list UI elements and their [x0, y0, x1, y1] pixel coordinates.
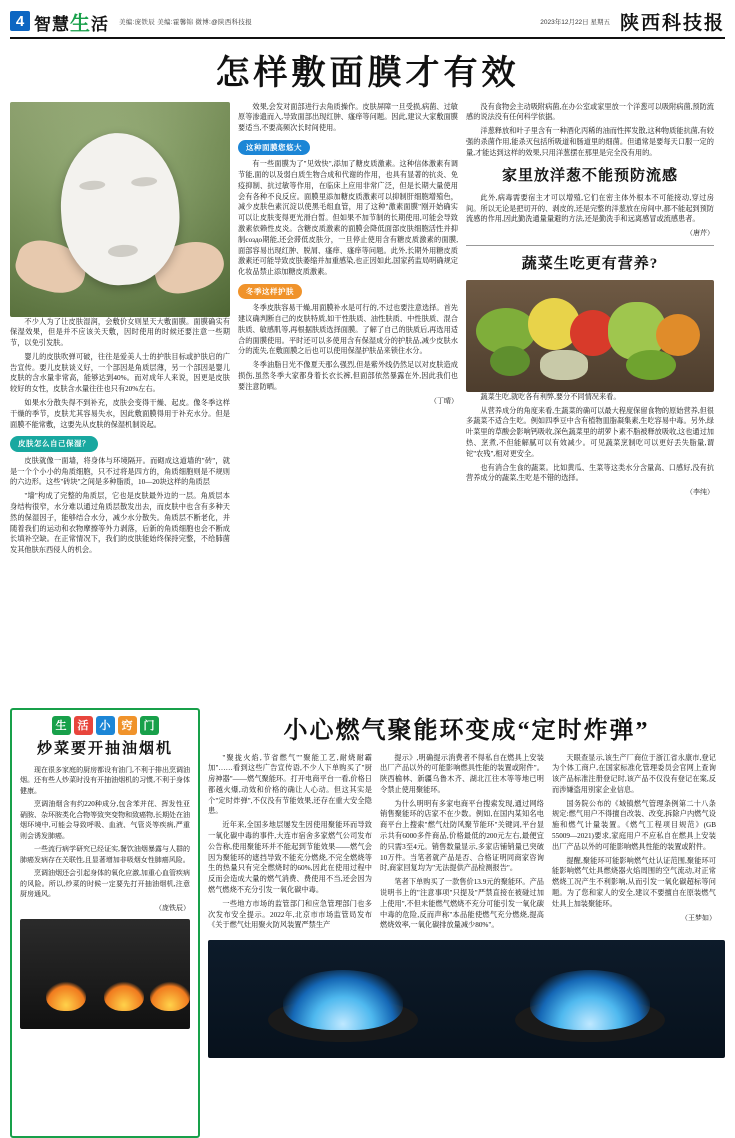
- lead-c1-p2: 婴儿的皮肤吹弹可破，往往是爱美人士的护肤目标或护肤启的广告宣传。要儿皮肤谈义好，一个部因是角质层薄，另一个部因是婴儿皮肤的含水量非常高，能够达到40%。而对成年人来说，因更是皮肤较好的女性，皮肤含水量往往也只有20%左右。: [10, 352, 230, 394]
- tips-p2: 烹调油烟含有约220种成分,包含苯并芘、挥发性亚硝胺、杂环胺类化合物等致突变物和致癌物,长期处在油烟环境中,可能会导致呼吸、血液、气管炎等疾病,严重则会诱发肺癌。: [20, 800, 190, 840]
- lead-c2-subtitle-bar-2: [238, 284, 458, 299]
- gas-c1-p1: "聚拢火焰,节省燃气""聚能工艺,耐烧耐霸加"……看到这些广告宣传语,不少人下单购买了"厨房神器"——燃气聚能环。打开电商平台一看,价格日都越火爆,动效和价格的确让人心动。但这其实是个"定时炸弹",不仅没有节能效果,还存在重大安全隐患。: [208, 753, 372, 816]
- gas-c1-p2: 近年来,全国多地层屡发生因使用聚能环而导致一氧化碳中毒的事件,大连市宿舍多家燃气公司发布公告称,使用聚能环并不能起到节能效果——燃气会因为聚能环的遮挡导致不能充分燃烧,不完全燃烧等生的热量只有完全燃烧时的60%,因此在使用过程中反而会造成大量的燃气消费、费使用不当,还会因为燃气燃烧不充分引发一氧化碳中毒。: [208, 821, 372, 895]
- kitchen-photo: [20, 919, 190, 1029]
- masthead-credits: 美编:庞铁辰 美编:霍馨锦 微博:@陕西科技报: [119, 18, 253, 26]
- section-suffix: 活: [91, 14, 109, 34]
- gas-column-1: [208, 753, 372, 935]
- side-p3: 此外,病毒需要宿主才可以增殖,它们在密主体外根本不可能接动,穿过房间。所以无论是把切开的、剥皮的,还是完整的洋葱放在房间中,都不能起到预防流感的作用,因此勤洗通量量避的方法,还是勤洗手和远离感冒或流感患者。: [466, 193, 714, 224]
- gas-c3-p1: 天眼查显示,该生产厂商位于浙江省永康市,登记为个体工商户,在国家标准化管理委员会官网上查询该产品标准注册登记时,该产品不仅没有登记在案,反而涉嫌盗用别家企业信息。: [552, 753, 716, 794]
- side-sign-2: （李纯）: [686, 488, 714, 497]
- section-big: 生: [70, 12, 91, 35]
- lead-c1-p3: 如果水分散失得不到补充，皮肤会变得干燥、起皮。像冬季这样干燥的季节，皮肤尤其容易失水，因此敷面膜得用于补充水分。但是面膜不能常敷，这要先从皮肤的保湿机制说起。: [10, 399, 230, 429]
- lead-c2-subtitle-1: 这种面膜您悠大: [238, 140, 310, 155]
- tips-p1: 现在很多家庭的厨房都设有油门,不利于排出烹调油烟。还有些人炒菜时没有开抽油烟机的习惯,不利于身体健康。: [20, 765, 190, 795]
- badge-3: 小: [96, 716, 115, 735]
- lead-c1-p4: 皮肤就像一面墙，将身体与环境隔开。而砌成这道墙的"砖"，就是一个个小小的角质细胞，只不过将是四方的，角质细胞则是不规则的六边形。这些"砖块"之间是多种脂质，10—20块这样的角质层: [10, 456, 230, 487]
- tips-sign: （庞铁辰）: [155, 903, 190, 912]
- gas-article-title: 小心燃气聚能环变成“定时炸弹”: [283, 717, 650, 744]
- gas-stove-photo: [208, 940, 725, 1058]
- lead-c1-p1: 不少人为了让皮肤湿润，会敷价女则星天大敷面膜。面膜确实有保湿效果，但是并不应该关天敷，因时使用的时候还要注意一些期节，以免引发肤。: [10, 317, 230, 348]
- gas-article: [208, 708, 725, 1138]
- masthead-date: 2023年12月22日 星期五: [540, 18, 610, 26]
- life-tips-box: [10, 708, 200, 1138]
- badge-5: 门: [140, 716, 159, 735]
- badge-2: 活: [74, 716, 93, 735]
- lead-c2-subtitle-bar-1: [238, 140, 458, 155]
- lead-c1-subtitle: 皮肤怎么自己保湿？: [10, 436, 98, 451]
- badge-1: 生: [52, 716, 71, 735]
- side-p4: 蔬菜生吃,就吃各有利弊,要分不同情况来看。: [480, 392, 621, 401]
- lead-c2-p3: 冬季皮肤容易干燥,用面膜补水是可行的,不过也要注意选择。首先建议确判断自己的皮肤特质,如干性肤质、油性肤质、中性肤质、混合肤质、敏感肌等,再根据肤质选择面膜。了解了自己的肤质后,再选用适合的面膜使用。平时还可以多使用含有保湿成分的护肤品,减少皮肤水分的流失,在敷面膜之后也可以使用保湿护肤品来锁住水分。: [238, 304, 458, 356]
- lead-column-3: [466, 102, 714, 702]
- tips-p3: 一些流行病学研究已经证实,餐饮油烟暴露与人群的肺癌发病存在关联性,且显著增加非吸烟女性肺癌风险。: [20, 845, 190, 864]
- lead-c2-p2: 有一些面膜为了"见效快",添加了糖皮质激素。这种信体激素有调节能,面的以及弱白质生物合成和代谢的作用，也具有显著的抗炎、免疫抑制、抗过敏等作用，在临床上应用非常广泛，但是长期大量使用会有各种不良反应。面膜里添加糖皮质激素可以抑制肝细胞增殖色，减少皮肤色素沉淀以使黑毛组血管，用了这种"激素面膜"刚开始确实可以让皮肤变得更光滑白皙。但如果不加节制的长期使用,可能会导致激素依赖性皮炎。含糖皮质激素的面膜会降低面部皮肤细胞活性并抑制создо期能,还会滞低皮肤分，一旦停止使用含有糖皮质激素的面膜,面部容易出现红肿、脱屑、瘙痒、瘙痒等问题。此外,长期外用糖皮质激素还可能导致皮肤萎缩并加重感染,也正因如此,国家药监局明确规定化妆品禁止添加糖皮质激素。: [238, 160, 458, 277]
- side-p5: 从营养成分的角度来看,生蔬菜的确可以最大程度保留食物的原始营养,但很多蔬菜不适合生吃。例如四季豆中含有植物皿脂凝集素,生吃容易中毒。另外,绿叶菜里的草酸会影响钙吸收,深色蔬菜里的胡萝卜素不脂被释放吸收,这也通过加热、烹煮,不但能解腻可以有效减少。可见蔬菜烹制吃可以更好丢失脂量,谓铊"农残",相对更安全。: [466, 406, 714, 458]
- gas-sign: （王梦如）: [681, 913, 716, 922]
- lead-c2-p4: 冬季油脂日光不像夏天那么强烈,但是紫外线仍然足以对皮肤造成损伤,虽然冬季大家都身着长衣长裤,但面部依然暴露在外,因此我们也要注意防晒。: [238, 361, 458, 391]
- lead-c1-p5: "墙"构成了完整的角质层，它也是皮肤最外边的一层。角质层本身结构很窄，水分难以通过角质层散发出去，而皮肤中也含有多种天然的保湿因子，能够结合水分，减少水分散失。角质层不断老化，并随着我们的运动和衣物摩擦等外力剥落，后新的角质细胞也会不断成长填补空缺。在正常情况下，我们的皮肤能始终保持完整，不给肺菌发其他肤东西侵人的机会。: [10, 492, 230, 555]
- gas-c2-p2: 为什么明明有多家电商平台搜索发现,通过网络销售聚能环的店家不在少数。例如,在国内某知名电商平台上搜索"燃气灶防风聚节能环"关键词,平台显示共有6000多件商品,价格最低的200元左右,最便宜的只需3至4元。销售数量显示,多家店铺销量已突破10万件。当笔者就产品是否、合格证明同商家咨询时,商家回复均为"无法提供产品检测报告"。: [380, 799, 544, 873]
- lead-c2-sign: （丁晴）: [430, 396, 458, 405]
- gas-c2-p3: 笔者下单购买了一款售价13.9元的聚能环。产品说明书上的"注意事项"只提及"严禁直接在被碰过加上使用",不但未能燃气燃烧不充分可能引发一氧化碳中毒的危险,反而声称"本品能使燃气充分燃烧,提高燃烧效率,一氧化碳排放量减少80%"。: [380, 878, 544, 930]
- gas-c3-p3: 提醒,聚能环可能影响燃气灶认证范围,聚能环可能影响燃气灶具燃烧器火焰周围的空气流动,对正常燃烧工况产生不利影响,从而引发一氧化碳超标等问题。为了您和家人的安全,建议不要擅自在原装燃气灶具上加装聚能环。: [552, 856, 716, 908]
- tips-p4: 烹调油烟还会引起身体的氧化应激,加重心血管疾病的风险。所以,炒菜的时候一定要先打开抽油烟机,注意厨房通风。: [20, 869, 190, 899]
- lead-c1-subtitle-bar: [10, 436, 230, 451]
- bottom-section: [10, 708, 725, 1138]
- gas-column-2: [380, 753, 544, 935]
- gas-c1-p3: 一些地方市场的监管部门和应急管理部门也多次发布安全提示。2022年,北京市市场监管局发布《关于燃气灶用聚火防风装置严禁生产: [208, 899, 372, 930]
- masthead: [10, 8, 725, 34]
- section-title: [34, 7, 109, 36]
- life-tips-body: [20, 765, 190, 914]
- life-tips-badges: [20, 716, 190, 735]
- badge-4: 窍: [118, 716, 137, 735]
- side-headline-onion: 家里放洋葱不能预防流感: [501, 168, 678, 185]
- vegetables-photo: [466, 280, 714, 392]
- section-prefix: 智慧: [34, 14, 70, 34]
- life-tips-title: 炒菜要开抽油烟机: [36, 740, 173, 757]
- gas-column-3: [552, 753, 716, 935]
- facial-mask-photo: [10, 102, 230, 317]
- gas-article-columns: [208, 753, 725, 935]
- lead-column-1: [10, 102, 230, 702]
- lead-c2-subtitle-2: 冬季这样护肤: [238, 284, 302, 299]
- page-number: 4: [10, 11, 30, 31]
- page-headline: 怎样敷面膜才有效: [215, 54, 520, 92]
- side-sign-1: （唐芹）: [686, 229, 714, 238]
- gas-c2-p1: 提示》,明确提示消费者不得私自在燃具上安装出厂产品以外的可能影响燃具性能的装置或附件"。陕西榆林、新疆乌鲁木齐、湖北江往木等等地已明令禁止使用聚能环。: [380, 753, 544, 794]
- side-headline-veg: 蔬菜生吃更有营养?: [521, 255, 659, 272]
- side-p2: 洋葱释放和叶子里含有一种酒化丙稀的油而性挥发散,这种物质能抗菌,有较强的杀菌作用,能杀灭包括所吸道和肠道里的细菌。但通常是要每天口服一定的量,才能达到这样的效果,只用洋葱摆在那里是完全没有用的。: [466, 127, 714, 157]
- lead-column-2: [238, 102, 458, 702]
- side-divider: [466, 245, 714, 246]
- side-p6: 也有消合生食的蔬菜。比如黄瓜、生菜等这类水分含量高、口感好,没有抗营养成分的蔬菜,生吃是不错的选择。: [466, 463, 714, 483]
- masthead-rule: [10, 37, 725, 39]
- gas-c3-p2: 国务院公布的《城镇燃气管理条例第二十八条规定:燃气用户不得擅自改装、改变,拆除户内燃气设施和燃气计量装置。《燃气工程项目规范》(GB 55009—2021)要求,家庭用户不应私自在燃具上安装出厂产品以外的可能影响燃具性能的装置或附件。: [552, 799, 716, 851]
- lead-c2-p1: 效果,会发对面部进行去角质操作。皮肤屏障一旦受损,病菌、过敏原等渗遗而入,导致面部出现红肿、瘙痒等问题。因此,建议大家敷面膜要适当,不要高频次长时间使用。: [238, 102, 458, 133]
- side-p1: 没有食物会主动吸附病菌,在办公室或家里放一个洋葱可以吸附病菌,预防流感的说法没有任何科学依据。: [466, 102, 714, 122]
- lead-article: [10, 102, 725, 702]
- paper-name: 陕西科技报: [619, 12, 725, 34]
